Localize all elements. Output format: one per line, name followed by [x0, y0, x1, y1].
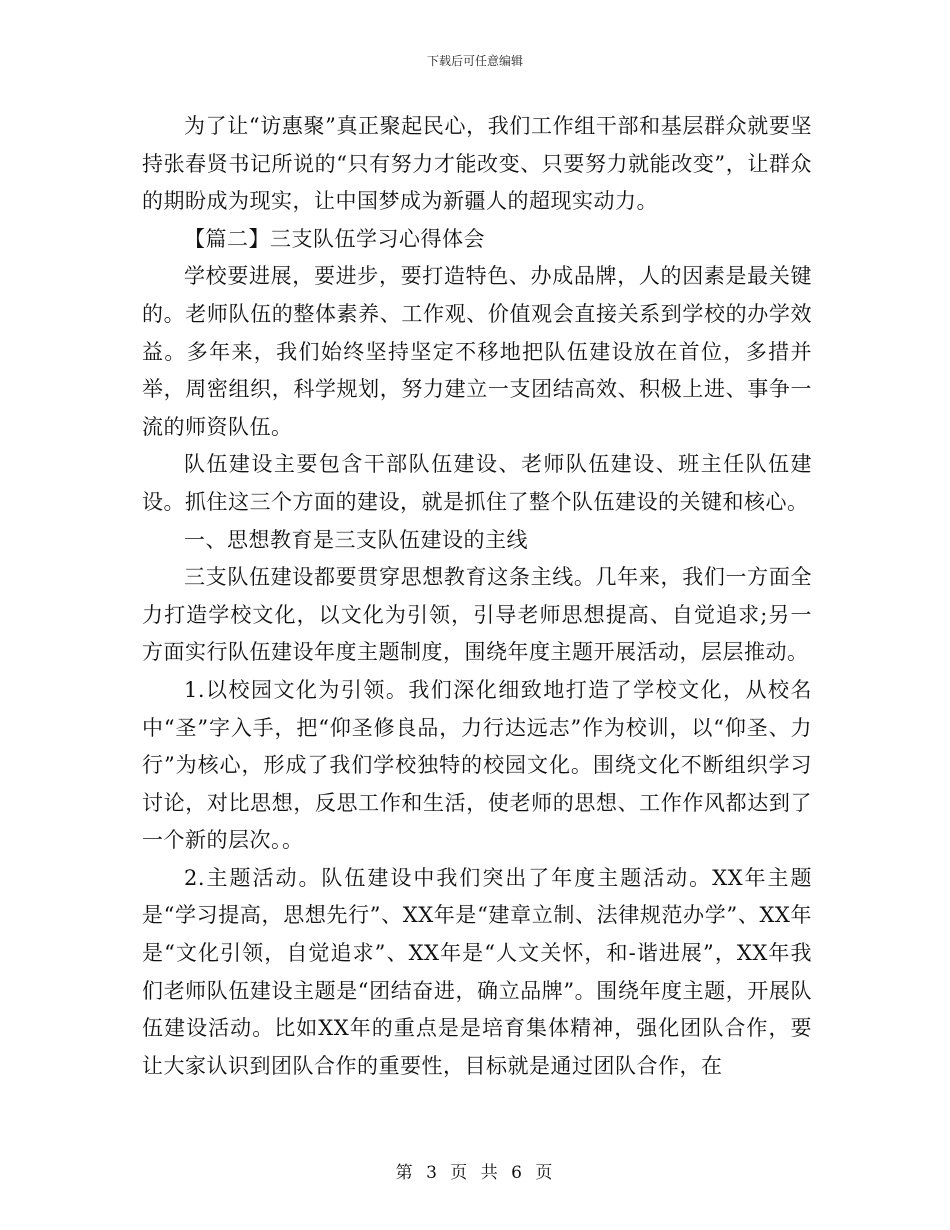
paragraph-school-development: 学校要进展，要进步，要打造特色、办成品牌，人的因素是最关键的。老师队伍的整体素养、工作观、价值观会直接关系到学校的办学效益。多年来，我们始终坚持坚定不移地把队伍建设放在首位，多措并举，周密组织，科学规划，努力建立一支团结高效、积极上进、事争一流的师资队伍。: [142, 264, 812, 439]
page-header-note: 下载后可任意编辑: [426, 54, 523, 68]
section-heading-part-two: 【篇二】三支队伍学习心得体会: [184, 226, 485, 251]
paragraph-team-building: 队伍建设主要包含干部队伍建设、老师队伍建设、班主任队伍建设。抓住这三个方面的建设，就是抓住了整个队伍建设的关键和核心。: [142, 452, 812, 514]
subheading-ideological-education: 一、思想教育是三支队伍建设的主线: [184, 527, 528, 552]
paragraph-theme-activities: 2.主题活动。队伍建设中我们突出了年度主题活动。XX年主题是“学习提高，思想先行”、XX年是“建章立制、法律规范办学”、XX年是“文化引领，自觉追求”、XX年是“人文关怀，和-谐进展”，XX年我们老师队伍建设主题是“团结奋进，确立品牌”。围绕年度主题，开展队伍建设活动。比如XX年的重点是是培育集体精神，强化团队合作，要让大家认识到团队合作的重要性，目标就是通过团队合作，在: [142, 865, 812, 1078]
document-body: [142, 108, 812, 1085]
paragraph-campus-culture: 1.以校园文化为引领。我们深化细致地打造了学校文化，从校名中“圣”字入手，把“仰圣修良品，力行达远志”作为校训，以“仰圣、力行”为核心，形成了我们学校独特的校园文化。围绕文化不断组织学习讨论，对比思想，反思工作和生活，使老师的思想、工作作风都达到了一个新的层次。。: [142, 677, 812, 853]
paragraph-main-line: 三支队伍建设都要贯穿思想教育这条主线。几年来，我们一方面全力打造学校文化，以文化为引领，引导老师思想提高、自觉追求;另一方面实行队伍建设年度主题制度，围绕年度主题开展活动，层层推动。: [142, 565, 812, 665]
paragraph-intro: 为了让“访惠聚”真正聚起民心，我们工作组干部和基层群众就要坚持张春贤书记所说的“只有努力才能改变、只要努力就能改变”，让群众的期盼成为现实，让中国梦成为新疆人的超现实动力。: [142, 114, 812, 214]
page-number-footer: 第 3 页 共 6 页: [395, 1163, 555, 1183]
